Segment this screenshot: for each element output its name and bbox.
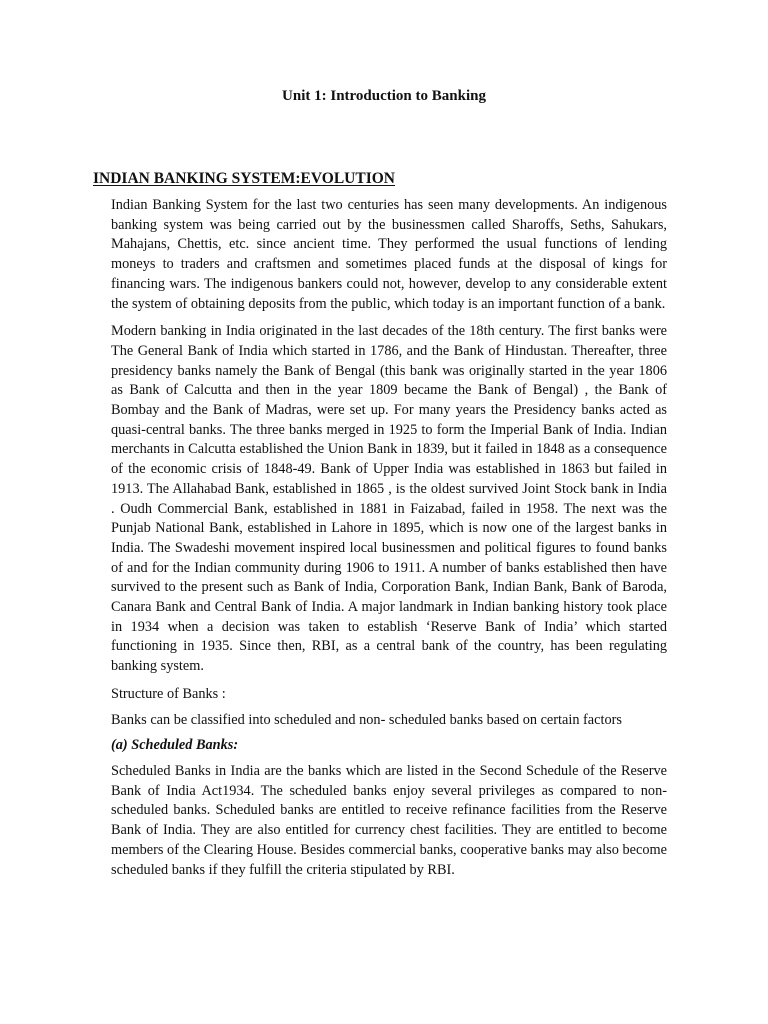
section-heading: INDIAN BANKING SYSTEM:EVOLUTION [93, 170, 395, 187]
body-text [111, 196, 667, 888]
subheading-scheduled-banks: (a) Scheduled Banks: [111, 737, 239, 754]
paragraph-indigenous-banking: Indian Banking System for the last two centuries has seen many developments. An indigenous banking system was being carried out by the businessmen called Sharoffs, Seths, Sahukars, Mahajans, Chettis, etc. since ancient time. They performed the usual functions of lending moneys to traders and craftsmen and sometimes placed funds at the disposal of kings for financing wars. The indigenous bankers could not, however, develop to any considerable extent the system of obtaining deposits from the public, which today is an important function of a bank. [111, 197, 667, 312]
unit-title: Unit 1: Introduction to Banking [282, 88, 486, 104]
paragraph-modern-banking: Modern banking in India originated in the last decades of the 18th century. The first banks were The General Bank of India which started in 1786, and the Bank of Hindustan. Thereafter, three presidency banks namely the Bank of Bengal (this bank was originally started in the year 1806 as Bank of Calcutta and then in the year 1809 became the Bank of Bengal) , the Bank of Bombay and the Bank of Madras, were set up. For many years the Presidency banks acted as quasi-central banks. The three banks merged in 1925 to form the Imperial Bank of India. Indian merchants in Calcutta established the Union Bank in 1839, but it failed in 1848 as a consequence of the economic crisis of 1848-49. Bank of Upper India was established in 1863 but failed in 1913. The Allahabad Bank, established in 1865 , is the oldest survived Joint Stock bank in India . Oudh Commercial Bank, established in 1881 in Faizabad, failed in 1958. The next was the Punjab National Bank, established in Lahore in 1895, which is now one of the largest banks in India. The Swadeshi movement inspired local businessmen and political figures to found banks of and for the Indian community during 1906 to 1911. A number of banks established then have survived to the present such as Bank of India, Corporation Bank, Indian Bank, Bank of Baroda, Canara Bank and Central Bank of India. A major landmark in Indian banking history took place in 1934 when a decision was taken to establish ‘Reserve Bank of India’ which started functioning in 1935. Since then, RBI, as a central bank of the country, has been regulating banking system. [111, 323, 667, 675]
paragraph-scheduled-banks: Scheduled Banks in India are the banks which are listed in the Second Schedule of the Reserve Bank of India Act1934. The scheduled banks enjoy several privileges as compared to non- scheduled banks. Scheduled banks are entitled to receive refinance facilities from the Reserve Bank of India. They are also entitled for currency chest facilities. They are entitled to become members of the Clearing House. Besides commercial banks, cooperative banks may also become scheduled banks if they fulfill the criteria stipulated by RBI. [111, 762, 667, 878]
paragraph-classification: Banks can be classified into scheduled and non- scheduled banks based on certain factors [111, 711, 622, 728]
paragraph-structure-of-banks: Structure of Banks : [111, 685, 226, 702]
